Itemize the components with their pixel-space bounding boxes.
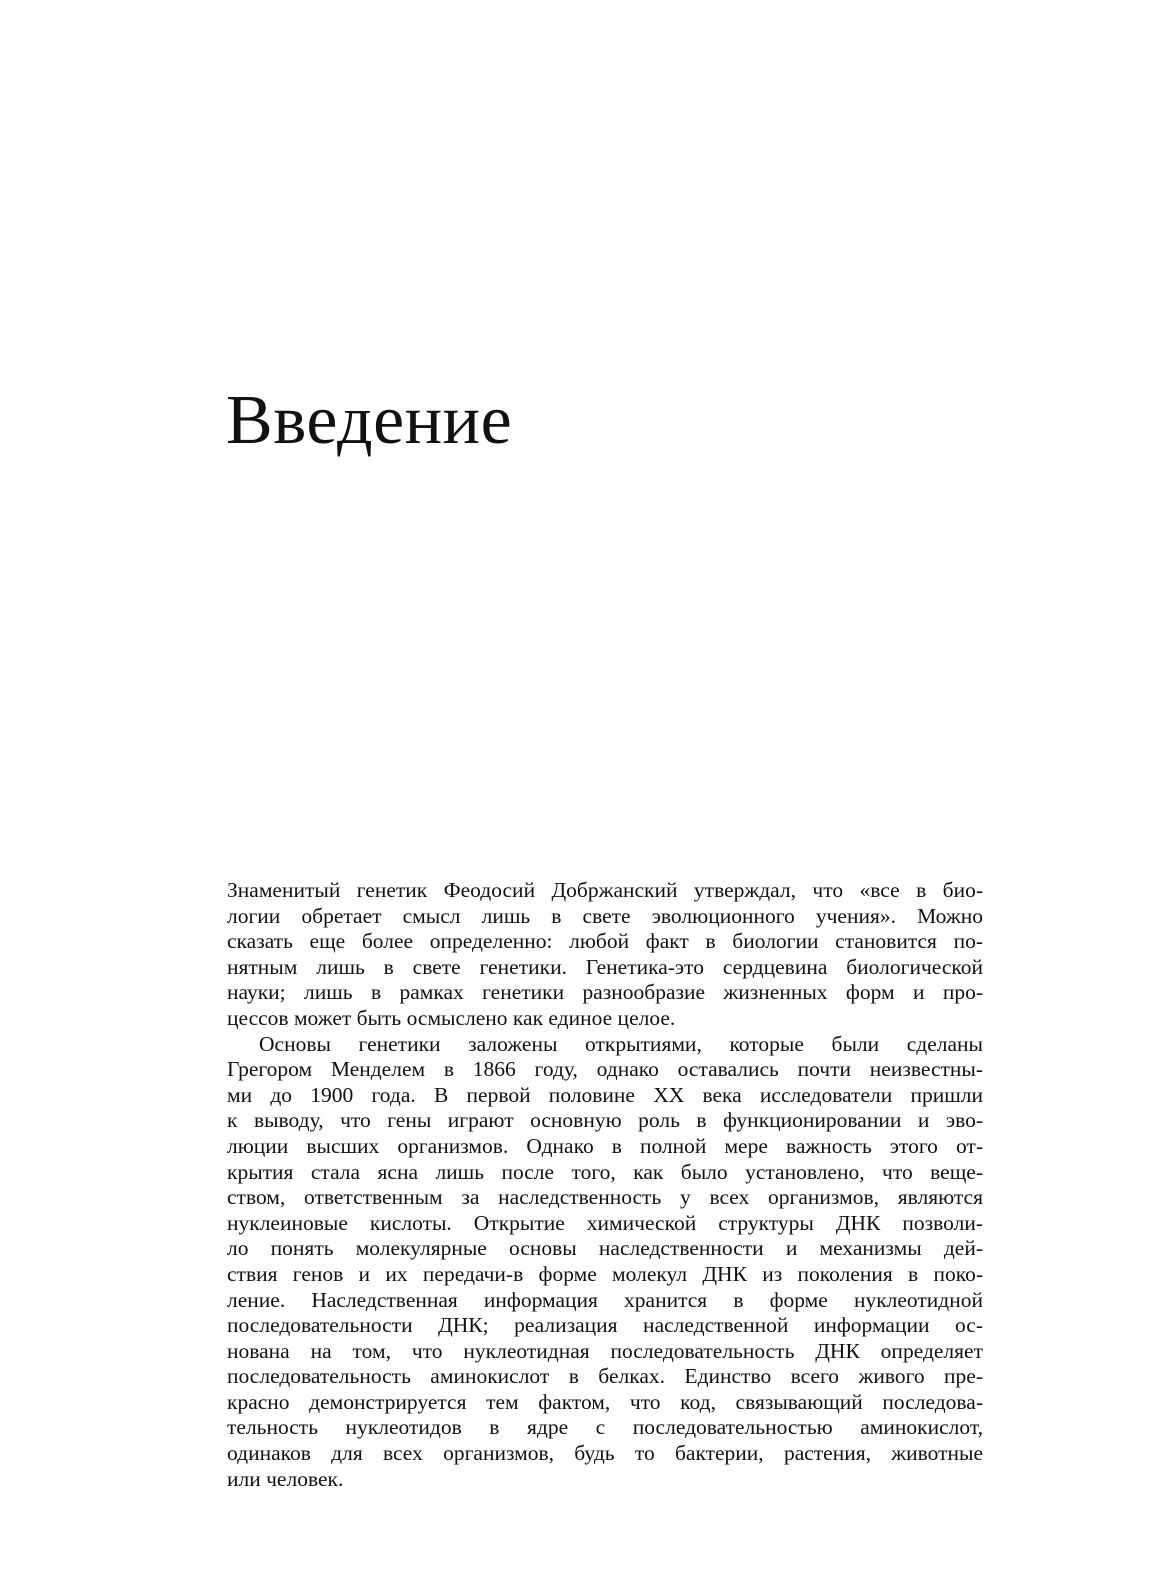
body-text [227,878,983,1492]
text-line: или человек. [227,1466,344,1491]
text-line: науки; лишь в рамках генетики разнообразие жизненных форм и про- [227,980,983,1005]
text-line: нована на том, что нуклеотидная последовательность ДНК определяет [227,1338,983,1363]
text-line: Грегором Менделем в 1866 году, однако оставались почти неизвестны- [227,1057,983,1082]
text-line: ством, ответственным за наследственность у всех организмов, являются [227,1185,983,1210]
text-line: последовательность аминокислот в белках. Единство всего живого пре- [227,1364,983,1389]
paragraph-2 [227,1032,983,1493]
chapter-title: Введение [226,382,513,459]
text-line: логии обретает смысл лишь в свете эволюционного учения». Можно [227,903,983,928]
text-line: Основы генетики заложены открытиями, которые были сделаны [259,1031,983,1056]
text-line: крытия стала ясна лишь после того, как было установлено, что веще- [227,1159,983,1184]
text-line: красно демонстрируется тем фактом, что код, связывающий последова- [227,1389,983,1414]
text-line: нятным лишь в свете генетики. Генетика-это сердцевина биологической [227,954,983,979]
text-line: ление. Наследственная информация хранится в форме нуклеотидной [227,1287,983,1312]
text-line: ствия генов и их передачи-в форме молекул ДНК из поколения в поко- [227,1261,983,1286]
text-line: тельность нуклеотидов в ядре с последовательностью аминокислот, [227,1415,983,1440]
text-line: люции высших организмов. Однако в полной мере важность этого от- [227,1133,983,1158]
text-line: ло понять молекулярные основы наследственности и механизмы дей- [227,1236,983,1261]
paragraph-1 [227,878,983,1032]
text-line: Знаменитый генетик Феодосий Добржанский утверждал, что «все в био- [227,878,983,902]
text-line: последовательности ДНК; реализация наследственной информации ос- [227,1313,983,1338]
text-line: ми до 1900 года. В первой половине XX века исследователи пришли [227,1082,983,1107]
text-line: к выводу, что гены играют основную роль в функционировании и эво- [227,1108,983,1133]
text-line: цессов может быть осмыслено как единое целое. [227,1005,676,1030]
text-line: одинаков для всех организмов, будь то бактерии, растения, животные [227,1441,983,1466]
text-line: нуклеиновые кислоты. Открытие химической структуры ДНК позволи- [227,1210,983,1235]
text-line: сказать еще более определенно: любой факт в биологии становится по- [227,929,983,954]
